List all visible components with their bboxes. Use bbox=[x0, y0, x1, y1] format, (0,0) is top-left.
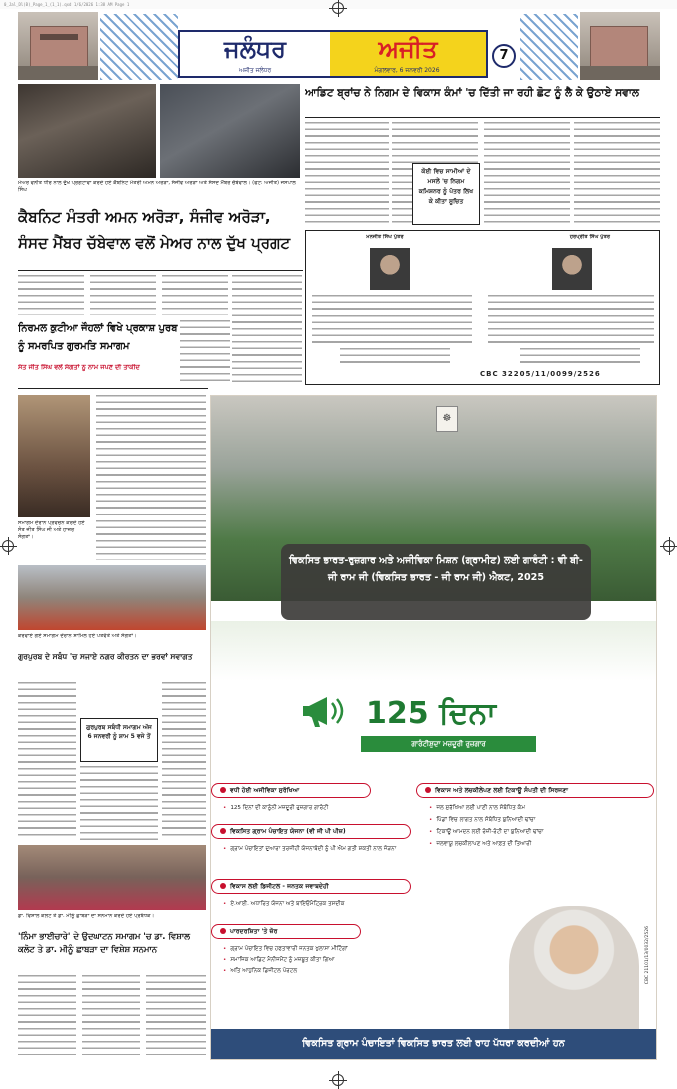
rule bbox=[305, 117, 660, 118]
bullet-dot-icon bbox=[425, 787, 431, 793]
ad-section-vgpp: ਵਿਕਸਿਤ ਗ੍ਰਾਮ ਪੰਚਾਇਤ ਯੋਜਨਾ (ਵੀ ਜੀ ਪੀ ਪੀਜ਼) bbox=[211, 824, 411, 839]
page-number: 7 bbox=[492, 44, 516, 68]
masthead-logo bbox=[178, 30, 488, 78]
brand-jalandhar: ਜਲੰਧਰ bbox=[180, 32, 330, 76]
audit-text-col-3 bbox=[484, 122, 570, 227]
nimma-photo-caption: ਡਾ. ਵਿਸ਼ਾਲ ਕਲੋਟ ਤੇ ਡਾ. ਮੀਨੂੰ ਛਾਬੜਾ ਦਾ ਸਨਮਾਨ ਕਰਦੇ ਹੋਏ ਪ੍ਰਬੰਧਕ। bbox=[18, 913, 155, 919]
ad-title-text: ਵਿਕਸਿਤ ਭਾਰਤ-ਰੁਜ਼ਗਾਰ ਅਤੇ ਅਜੀਵਿਕਾ ਮਿਸ਼ਨ (ਗ੍ਰਾਮੀਣ) ਲਈ ਗਾਰੰਟੀ : ਵੀ ਬੀ-ਜੀ ਰਾਮ ਜੀ (ਵਿਕਸਿਤ ਭਾਰਤ - ਜੀ ਰਾਮ ਜੀ) ਐਕਟ, 2025 bbox=[289, 555, 583, 583]
ad-days-heading: 125 ਦਿਨਾ bbox=[366, 696, 496, 731]
brand-ajit: ਅਜੀਤ bbox=[330, 32, 486, 76]
audit-text-col-1 bbox=[305, 122, 389, 227]
notice-left-title: ਮਨਜੀਤ ਸਿੰਘ ਪੁੱਤਰ bbox=[366, 234, 404, 240]
lead-credit: ਜਸਪਾਲ ਸਿੰਘ bbox=[18, 180, 296, 193]
ad-days-subheading: ਗਾਰੰਟੀਸ਼ੁਦਾ ਮਜ਼ਦੂਰੀ ਰੁਜ਼ਗਾਰ bbox=[361, 736, 536, 752]
notice-right-text bbox=[488, 295, 654, 343]
masthead-building-photo-right bbox=[580, 12, 660, 80]
masthead-subtitle: ਅਜੀਤ ਜਲੰਧਰ bbox=[238, 67, 272, 74]
ashoka-emblem-icon: ☸ bbox=[436, 406, 458, 432]
lead-photo-left bbox=[18, 84, 156, 178]
gurmat-photo-caption: ਸਮਾਗਮ ਦੌਰਾਨ ਪ੍ਰਵਚਨ ਕਰਦੇ ਹੋਏ ਸੰਤ ਜੀਤ ਸਿੰਘ ਜੀ ਅਤੇ ਹਾਜ਼ਰ ਸੰਗਤਾਂ। bbox=[18, 520, 85, 540]
ad-section-transparency: ਪਾਰਦਰਸ਼ਿਤਾ 'ਤੇ ਜ਼ੋਰ bbox=[211, 924, 361, 939]
ad-bullet: • ਗ੍ਰਾਮ ਪੰਚਾਇਤਾਂ ਦੁਆਰਾ ਤਰਜੀਹੀ ਯੋਜਨਾਬੰਦੀ ਨੂੰ ਪੀ ਐਮ ਗਤੀ ਸ਼ਕਤੀ ਨਾਲ ਜੋੜਨਾ bbox=[223, 845, 423, 853]
audit-text-col-4 bbox=[574, 122, 660, 227]
ad-section-digital: ਵਿਕਾਸ ਲਈ ਡਿਜੀਟਲ - ਜਨਤਕ ਜਵਾਬਦੇਹੀ bbox=[211, 879, 411, 894]
bullet-dot-icon bbox=[220, 828, 226, 834]
advertisement bbox=[210, 395, 657, 1060]
lead-photo-right bbox=[160, 84, 300, 178]
notice-left-signature bbox=[340, 348, 450, 364]
rule bbox=[18, 388, 208, 389]
ad-section-assets: ਵਿਕਾਸ ਅਤੇ ਲਚਕੀਲੇਪਣ ਲਈ ਟਿਕਾਊ ਸੰਪਤੀ ਦੀ ਸਿਰਜਣਾ bbox=[416, 783, 654, 798]
gurmat-photo bbox=[18, 395, 90, 517]
ad-section-livelihood: ਵਧੀ ਹੋਈ ਅਜੀਵਿਕਾ ਸੁਰੱਖਿਆ bbox=[211, 783, 371, 798]
notice-right-signature bbox=[520, 348, 640, 364]
ad-bullet: • ਸਮਾਜਿਕ ਆਡਿਟ ਮੈਨੀਜਮੈਂਟ ਨੂੰ ਮਜ਼ਬੂਤ ਕੀਤਾ ਗਿਆ bbox=[223, 956, 335, 964]
bullet-dot-icon bbox=[220, 787, 226, 793]
gurpurab-box bbox=[80, 718, 158, 762]
gurpurab-headline: ਗੁਰਪੁਰਬ ਦੇ ਸਬੰਧ 'ਚ ਸਜਾਏ ਨਗਰ ਕੀਰਤਨ ਦਾ ਭਰਵਾਂ ਸਵਾਗਤ bbox=[18, 652, 193, 661]
ad-side-code: CBC 21101/13/0032/2526 bbox=[645, 926, 650, 985]
lead-headline: ਕੈਬਨਿਟ ਮੰਤਰੀ ਅਮਨ ਅਰੋੜਾ, ਸੰਜੀਵ ਅਰੋੜਾ, ਸੰਸਦ ਮੈਂਬਰ ਚੱਬੇਵਾਲ ਵਲੋਂ ਮੇਅਰ ਨਾਲ ਦੁੱਖ ਪ੍ਰਗਟ bbox=[18, 208, 291, 252]
gurpurab-text-col-3 bbox=[80, 766, 158, 840]
notice-right-photo bbox=[552, 248, 592, 290]
notice-right-title: ਹਰਪ੍ਰੀਤ ਸਿੰਘ ਪੁੱਤਰ bbox=[569, 234, 611, 240]
ad-bullet: • 125 ਦਿਨਾਂ ਦੀ ਕਾਨੂੰਨੀ ਮਜ਼ਦੂਰੀ ਰੁਜ਼ਗਾਰ ਗਾਰੰਟੀ bbox=[223, 804, 328, 812]
gurmat-headline: ਨਿਰਮਲ ਕੁਟੀਆ ਜੌਹਲਾਂ ਵਿਖੇ ਪ੍ਰਕਾਸ਼ ਪੁਰਬ ਨੂੰ ਸਮਰਪਿਤ ਗੁਰਮਤਿ ਸਮਾਗਮ bbox=[18, 323, 178, 352]
gurmat-text-col-body-2 bbox=[96, 520, 206, 560]
ad-title-panel bbox=[281, 544, 591, 620]
lead-text-col-4 bbox=[232, 275, 302, 385]
gurpurab-photo-caption: ਕਰਵਾਏ ਗਏ ਸਮਾਗਮ ਦੌਰਾਨ ਸ਼ਾਮਿਲ ਹੋਏ ਪਤਵੰਤੇ ਅਤੇ ਸੰਗਤਾਂ। bbox=[18, 633, 137, 639]
masthead-tile-pattern-right bbox=[520, 14, 578, 80]
ad-footer-banner: ਵਿਕਸਿਤ ਗ੍ਰਾਮ ਪੰਚਾਇਤਾਂ ਵਿਕਸਿਤ ਭਾਰਤ ਲਈ ਰਾਹ ਪੱਧਰਾ ਕਰਦੀਆਂ ਹਨ bbox=[211, 1029, 656, 1059]
audit-headline: ਆਡਿਟ ਬ੍ਰਾਂਚ ਨੇ ਨਿਗਮ ਦੇ ਵਿਕਾਸ ਕੰਮਾਂ 'ਚ ਦਿੱਤੀ ਜਾ ਰਹੀ ਛੋਟ ਨੂੰ ਲੈ ਕੇ ਉਠਾਏ ਸਵਾਲ bbox=[305, 87, 640, 99]
lead-text-col-1 bbox=[18, 275, 84, 315]
ad-bullet: • ਟਿਕਾਊ ਆਮਦਨ ਲਈ ਰੋਜ਼ੀ-ਰੋਟੀ ਦਾ ਬੁਨਿਆਦੀ ਢਾਂਚਾ bbox=[429, 828, 544, 836]
gurpurab-photo bbox=[18, 565, 206, 630]
gurmat-text-col-right bbox=[180, 320, 230, 386]
ad-bullet: • ਜਲ ਸੁਰੱਖਿਆ ਲਈ ਪਾਣੀ ਨਾਲ ਸੰਬੰਧਿਤ ਕੰਮ bbox=[429, 804, 525, 812]
lead-text-col-3 bbox=[162, 275, 228, 315]
gurpurab-box-text: ਗੁਰਪੁਰਬ ਸਬੰਧੀ ਸਮਾਗਮ ਅੱਜ 6 ਜਨਵਰੀ ਨੂੰ ਸ਼ਾਮ 5 ਵਜੇ ਤੋਂ bbox=[86, 724, 152, 740]
gurmat-subhead: ਸੰਤ ਜੀਤ ਸਿੰਘ ਵਲੋਂ ਸੰਗਤਾਂ ਨੂੰ ਨਾਮ ਜਪਣ ਦੀ ਤਾਕੀਦ bbox=[18, 364, 140, 371]
rule bbox=[18, 270, 303, 271]
ad-bullet: • ਗ੍ਰਾਮ ਪੰਚਾਇਤ ਵਿਚ ਹਫਤਾਵਾਰੀ ਜਨਤਕ ਖੁਲਾਸਾ ਮੀਟਿੰਗਾਂ bbox=[223, 945, 348, 953]
ad-portrait bbox=[509, 906, 639, 1031]
audit-box-text: ਕੋਈ ਵਿਚ ਸਾਮੀਆਂ ਦੇ ਮਸਲੇ 'ਚ ਨਿਗਮ ਕਮਿਸ਼ਨਰ ਨੂੰ ਪੱਤਰ ਲਿਖ ਕੇ ਕੀਤਾ ਸੂਚਿਤ bbox=[418, 168, 474, 205]
registration-mark-right bbox=[663, 540, 675, 552]
notice-left-text bbox=[312, 295, 472, 343]
ad-bullet: • ਜਲਵਾਯੂ ਲਚਕੀਲਾਪਣ ਅਤੇ ਆਫ਼ਤ ਦੀ ਤਿਆਰੀ bbox=[429, 840, 531, 848]
bullet-dot-icon bbox=[220, 883, 226, 889]
nimma-photo bbox=[18, 845, 206, 910]
lead-text-col-2 bbox=[90, 275, 156, 315]
masthead-date: ਮੰਗਲਵਾਰ, 6 ਜਨਵਰੀ 2026 bbox=[374, 67, 440, 74]
nimma-text-col-1 bbox=[18, 975, 76, 1055]
notice-cbc-code: CBC 32205/11/0099/2526 bbox=[480, 371, 601, 378]
print-info-strip: 0_Jal_Dl(B)_Page_1_(1_1).qxd 1/6/2026 1:38 AM Page 1 bbox=[0, 0, 677, 9]
registration-mark-bottom bbox=[332, 1074, 344, 1086]
masthead-building-photo-left bbox=[18, 12, 98, 80]
megaphone-icon bbox=[301, 691, 349, 731]
ad-bullet: • ਪਿੰਡਾਂ ਵਿਚ ਲਾਗਤ ਨਾਲ ਸੰਬੰਧਿਤ ਬੁਨਿਆਦੀ ਢਾਂਚਾ bbox=[429, 816, 535, 824]
bullet-dot-icon bbox=[220, 928, 226, 934]
gurmat-text-col-body bbox=[96, 395, 206, 515]
nimma-text-col-2 bbox=[82, 975, 140, 1055]
masthead-tile-pattern-left bbox=[100, 14, 178, 80]
ad-bullet: • ਅਤਿ ਆਧੁਨਿਕ ਡਿਜੀਟਲ ਪੋਰਟਲ bbox=[223, 967, 297, 975]
lead-photo-caption: ਮੇਅਰ ਵਨੀਤ ਧੀਰ ਨਾਲ ਦੁੱਖ ਪ੍ਰਗਟਾਵਾ ਕਰਦੇ ਹੋਏ ਕੈਬਨਿਟ ਮੰਤਰੀ ਅਮਨ ਅਰੋੜਾ, ਸੰਜੀਵ ਅਰੋੜਾ ਅਤੇ ਸੰਸਦ ਮੈਂਬਰ ਚੱਬੇਵਾਲ। (ਫੋਟੋ: ਅਜੀਤ) ਜਸਪਾਲ ਸਿੰਘ bbox=[18, 180, 296, 193]
audit-box bbox=[412, 163, 480, 225]
nimma-text-col-3 bbox=[146, 975, 206, 1055]
registration-mark-top bbox=[332, 2, 344, 14]
ad-green-band bbox=[211, 621, 656, 681]
registration-mark-left bbox=[2, 540, 14, 552]
nimma-headline: 'ਨਿੰਮਾ ਭਾਈਚਾਰੇ' ਦੇ ਉਦਘਾਟਨ ਸਮਾਗਮ 'ਚ ਡਾ. ਵਿਸ਼ਾਲ ਕਲੋਟ ਤੇ ਡਾ. ਮੀਨੂੰ ਛਾਬੜਾ ਦਾ ਵਿਸ਼ੇਸ਼ ਸਨਮਾਨ bbox=[18, 931, 190, 954]
gurpurab-text-col-1 bbox=[18, 682, 76, 840]
ad-bullet: • ਏ.ਆਈ. ਅਧਾਰਿਤ ਯੋਜਨਾ ਅਤੇ ਬਾਇਓਮੈਟ੍ਰਿਕ ਤਸਦੀਕ bbox=[223, 900, 345, 908]
notice-left-photo bbox=[370, 248, 410, 290]
gurpurab-text-col-2 bbox=[162, 682, 206, 840]
